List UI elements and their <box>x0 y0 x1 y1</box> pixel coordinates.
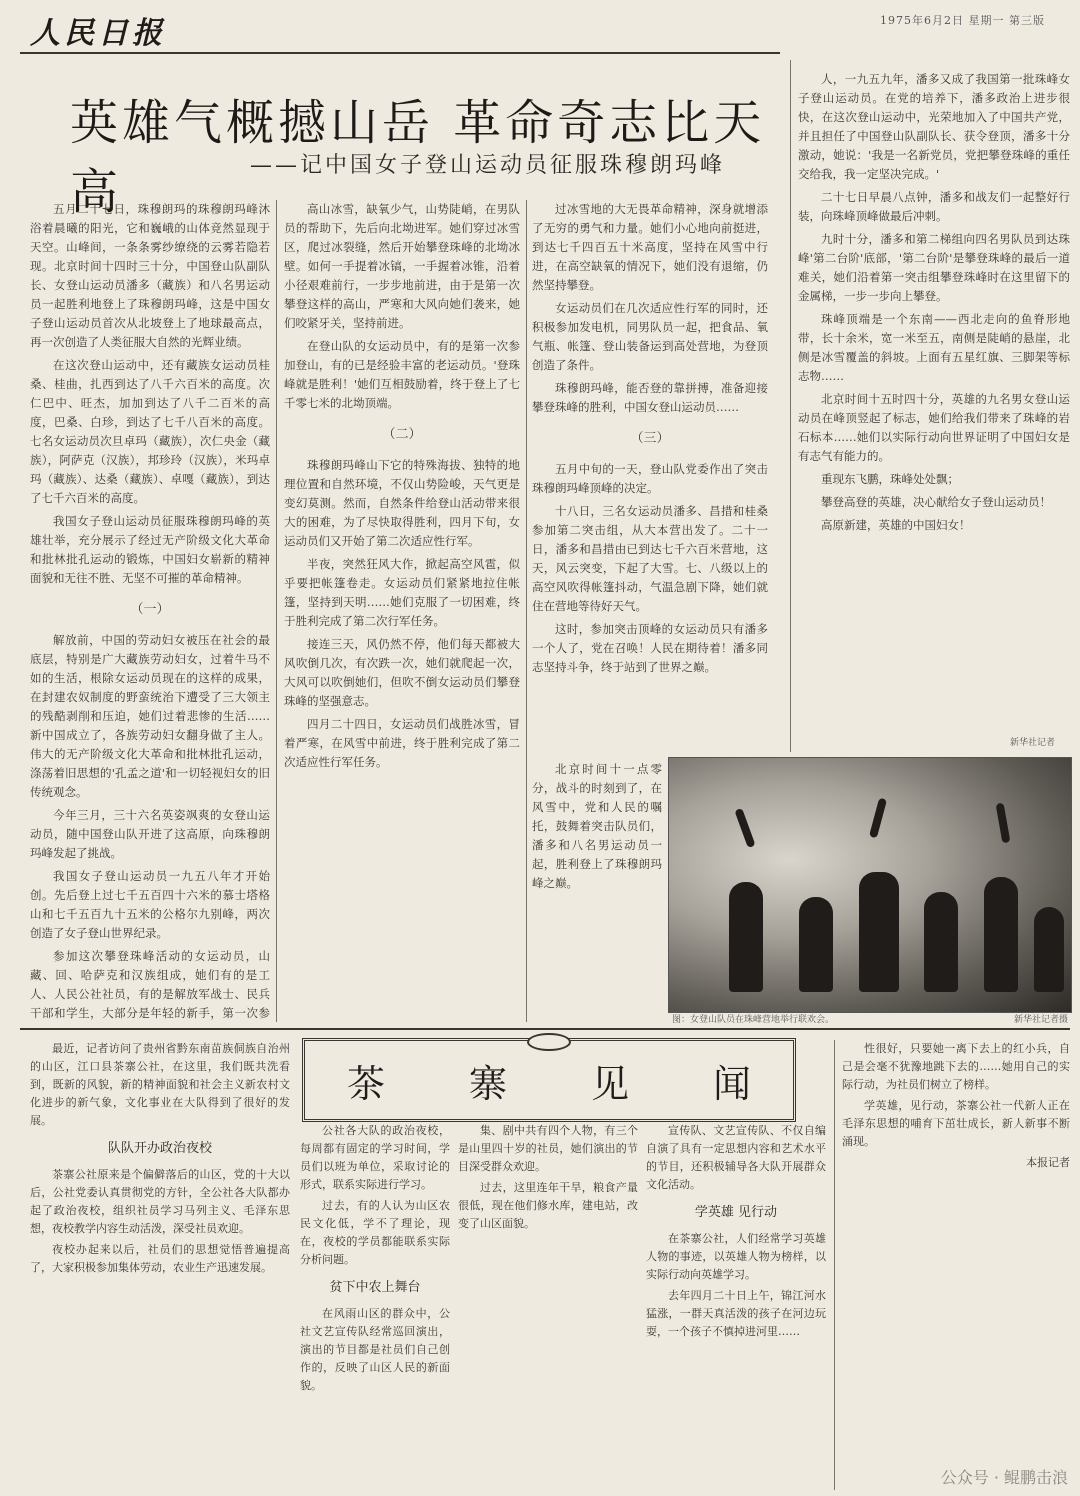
paragraph: 珠峰顶端是一个东南——西北走向的鱼脊形地带，长十余米，宽一米至五，南侧是陡峭的悬崖，北侧是冰雪覆盖的斜坡。上面有五星红旗、三脚架等标志物…… <box>798 312 1070 383</box>
watermark: 公众号 · 鲲鹏击浪 <box>940 1468 1068 1487</box>
bottom-column-3 <box>458 1122 638 1492</box>
photo-credit: 新华社记者摄 <box>1013 1015 1068 1025</box>
news-photo <box>668 757 1072 1013</box>
subsection-heading: 贫下中农上舞台 <box>329 1280 421 1295</box>
article-column-1 <box>30 200 270 1022</box>
paragraph: 珠穆朗玛峰，能否登的靠拼搏，准备迎接攀登珠峰的胜利，中国女登山运动员…… <box>532 381 768 414</box>
paragraph: 十八日，三名女运动员潘多、昌措和桂桑参加第二突击组，从大本营出发了。二十一日，潘多和昌措由已到达七千六百米营地，这天，风云突变，下起了大雪。七、八级以上的高空风吹得帐篷抖动，气温急剧下降，她们就住在营地等待好天气。 <box>532 504 768 613</box>
section-heading-1: （一） <box>130 602 170 617</box>
masthead: 人民日报 <box>30 16 166 51</box>
figure-silhouette <box>984 877 1018 992</box>
tea-village-banner <box>302 1038 796 1122</box>
paragraph: 过冰雪地的大无畏革命精神，深身就增添了无穷的勇气和力量。她们小心地向前挺进，到达七千四百五十米高度，坚持在风雪中行进，在高空缺氧的情况下，她们没有退缩，仍然坚持攀登。 <box>532 202 768 292</box>
poem-line: 重现东飞鹏，珠峰处处飘； <box>821 472 959 486</box>
paragraph: 在登山队的女运动员中，有的是第一次参加登山，有的已是经验丰富的老运动员。'登珠峰就是胜利！'她们互相鼓励着，终于登上了七千零七米的北坳顶端。 <box>284 339 520 410</box>
column-rule <box>276 200 277 1022</box>
banner-char: 见 <box>590 1061 629 1106</box>
section-heading-2: （二） <box>382 427 422 442</box>
paragraph: 我国女子登山运动员征服珠穆朗玛峰的英雄壮举，充分展示了经过无产阶级文化大革命和批林批孔运动的锻炼，中国妇女崭新的精神面貌和无往不胜、无坚不可摧的革命精神。 <box>30 514 270 585</box>
paragraph: 四月二十四日，女运动员们战胜冰雪，冒着严寒，在风雪中前进，终于胜利完成了第二次适应性行军任务。 <box>284 717 520 769</box>
subheadline: ——记中国女子登山运动员征服珠穆朗玛峰 <box>250 153 726 178</box>
poem-line: 高原新建，英雄的中国妇女！ <box>821 518 971 532</box>
photo-caption <box>672 1012 1068 1025</box>
paragraph: 解放前，中国的劳动妇女被压在社会的最底层，特别是广大藏族劳动妇女，过着牛马不如的生活，根除女运动员现在的这样的成果，在封建农奴制度的野蛮统治下遭受了三大领主的残酷剥削和压迫，她们过着悲惨的生活……新中国成立了，各族劳动妇女翻身做了主人。伟大的无产阶级文化大革命和批林批孔运动，涤荡着旧思想的'孔孟之道'和一切轻视妇女的旧传统观念。 <box>30 633 270 799</box>
figure-arm <box>734 808 755 848</box>
banner-ornament <box>527 1033 571 1051</box>
dateline: 1975年6月2日 星期一 第三版 <box>880 14 1045 27</box>
section-heading-3: （三） <box>630 431 670 446</box>
figure-arm <box>996 803 1011 844</box>
column-rule <box>526 200 527 1022</box>
paragraph: 九时十分，潘多和第二梯组向四名男队员到达珠峰'第二台阶'底部，'第二台阶'是攀登珠峰的最后一道难关，她们沿着第一突击组攀登珠峰时在这里留下的金属梯，一步一步向上攀登。 <box>798 232 1070 303</box>
paragraph: 珠穆朗玛峰山下它的特殊海拔、独特的地理位置和自然环境，不仅山势险峻，天气更是变幻莫测。然而，自然条件给登山活动带来很大的困难，为了尽快取得胜利，四月下旬，女运动员们又开始了第二次适应性行军。 <box>284 458 520 548</box>
intro-paragraph: 最近，记者访问了贵州省黔东南苗族侗族自治州的山区，江口县茶寨公社，在这里，我们既共洗看到，既新的风貌，新的精神面貌和社会主义新农村文化进步的新气象，文化事业在大队得到了很好的发展。 <box>30 1042 290 1127</box>
paragraph: 学英雄，见行动，茶寨公社一代新人正在毛泽东思想的哺育下茁壮成长，新人新事不断涌现。 <box>842 1099 1070 1148</box>
bottom-credit: 本报记者 <box>1026 1156 1070 1169</box>
paragraph: 性很好，只要她一离下去上的红小兵，自己是会毫不犹豫地跳下去的……她用自己的实际行动，为社员们树立了榜样。 <box>842 1042 1070 1091</box>
paragraph: 去年四月二十日上午，锦江河水猛涨，一群天真活泼的孩子在河边玩耍，一个孩子不慎掉进河里…… <box>646 1289 826 1338</box>
bottom-column-4 <box>646 1122 826 1492</box>
paragraph: 接连三天，风仍然不停，他们每天都被大风吹倒几次，有次跌一次，她们就爬起一次，大风可以吹倒她们，但吹不倒女运动员们攀登珠峰的坚强意志。 <box>284 637 520 708</box>
paragraph: 人，一九五九年，潘多又成了我国第一批珠峰女子登山运动员。在党的培养下，潘多政治上进步很快，在这次登山运动中，光荣地加入了中国共产党，并且担任了中国登山队副队长、获令登顶，潘多十分激动，她说：'我是一名新党员，党把攀登珠峰的重任交给我，我一定坚决完成。' <box>798 72 1070 181</box>
paragraph: 二十七日早晨八点钟，潘多和战友们一起整好行装，向珠峰顶峰做最后冲刺。 <box>798 190 1070 223</box>
paragraph: 过去，这里连年干旱，粮食产量很低，现在他们修水库，建电站，改变了山区面貌。 <box>458 1181 638 1230</box>
paragraph: 北京时间十五时四十分，英雄的九名男女登山运动员在峰顶竖起了标志，她们给我们带来了珠峰的岩石标本……她们以实际行动向世界证明了中国妇女是有志气有能力的。 <box>798 392 1070 463</box>
paragraph: 半夜，突然狂风大作，掀起高空风雹，似乎要把帐篷卷走。女运动员们紧紧地拉住帐篷，坚持到天明……她们克服了一切困难，终于胜利完成了第二次行军任务。 <box>284 557 520 628</box>
figure-silhouette <box>729 882 763 992</box>
bottom-column-2 <box>300 1122 450 1492</box>
banner-char: 茶 <box>346 1061 385 1106</box>
article-column-4 <box>798 70 1070 740</box>
bottom-column-5 <box>842 1040 1070 1480</box>
column-rule <box>834 1040 835 1490</box>
paragraph: 参加这次攀登珠峰活动的女运动员，山藏、回、哈萨克和汉族组成，她们有的是工人、人民公社社员，有的是解放军战士、民兵干部和学生，大部分是年轻的新手，第一次参 <box>30 949 270 1020</box>
article-column-2 <box>284 200 520 1022</box>
headline: 英雄气概撼山岳 革命奇志比天高 <box>70 95 766 220</box>
banner-char: 寨 <box>468 1061 507 1106</box>
article-column-3-lower <box>532 760 662 1022</box>
paragraph: 在茶寨公社，人们经常学习英雄人物的事迹，以英雄人物为榜样，以实际行动向英雄学习。 <box>646 1232 826 1281</box>
paragraph: 北京时间十一点零分，战斗的时刻到了，在风雪中，党和人民的嘱托，鼓舞着突击队员们，潘多和八名男运动员一起，胜利登上了珠穆朗玛峰之巅。 <box>532 762 662 890</box>
subsection-heading: 学英雄 见行动 <box>694 1205 778 1220</box>
subsection-heading: 队队开办政治夜校 <box>107 1141 212 1156</box>
section-divider <box>20 1028 1070 1030</box>
article-column-3 <box>532 200 768 754</box>
paragraph: 五月二十七日，珠穆朗玛的珠穆朗玛峰沐浴着晨曦的阳光，它和巍峨的山体竞然显现于天空。山峰间，一条条雾纱缭绕的云雾若隐若现。北京时间十四时三十分，中国登山队副队长、女登山运动员潘多（藏族）和八名男运动员一起胜利地登上了珠穆朗玛峰，这是中国女子登山运动员首次从北坡登上了地球最高点，再一次创造了人类征服大自然的光辉业绩。 <box>30 202 270 349</box>
banner-char: 闻 <box>712 1061 751 1106</box>
paragraph: 在这次登山运动中，还有藏族女运动员桂桑、桂曲，扎西到达了八千六百米的高度。次仁巴中、旺杰，加加到达了八千二百米的高度，巴桑、白珍，到达了七千八百米的高度。七名女运动员次旦卓玛（藏族），次仁央金（藏族），阿萨克（汉族），邦珍玲（汉族），米玛卓玛（藏族）、达桑（藏族）、卓嘎（藏族），到达了七千六百米的高度。 <box>30 358 270 505</box>
paragraph: 我国女子登山运动员一九五八年才开始创。先后登上过七千五百四十六米的慕士塔格山和七千五百九十五米的公格尔九别峰，两次创造了女子登山世界纪录。 <box>30 869 270 940</box>
figure-silhouette <box>799 897 833 992</box>
top-rule <box>20 52 780 54</box>
paragraph: 女运动员们在几次适应性行军的同时，还积极参加发电机，同男队员一起，把食品、氧气瓶、帐篷、登山装备运到高处营地，为登顶创造了条件。 <box>532 301 768 372</box>
paragraph: 公社各大队的政治夜校，每周都有固定的学习时间，学员们以班为单位，采取讨论的形式，联系实际进行学习。 <box>300 1124 450 1191</box>
paragraph: 过去，有的人认为山区农民文化低，学不了理论，现在，夜校的学员都能联系实际分析问题。 <box>300 1199 450 1266</box>
paragraph: 集、剧中共有四个人物，有三个是山里四十岁的社员，她们演出的节目深受群众欢迎。 <box>458 1124 638 1173</box>
figure-silhouette <box>1034 907 1064 992</box>
paragraph: 这时，参加突击顶峰的女运动员只有潘多一个人了，党在召唤！人民在期待着！潘多同志坚持斗争，终于站到了世界之巅。 <box>532 622 768 674</box>
figure-silhouette <box>859 872 899 992</box>
paragraph: 茶寨公社原来是个偏僻落后的山区，党的十大以后，公社党委认真贯彻党的方针，全公社各大队都办起了政治夜校，组织社员学习马列主义、毛泽东思想，夜校教学内容生动活泼，深受社员欢迎。 <box>30 1168 290 1235</box>
paragraph: 高山冰雪，缺氧少气，山势陡峭，在男队员的帮助下，先后向北坳进军。她们穿过冰雪区，爬过冰裂缝，然后开始攀登珠峰的北坳冰壁。如何一手提着冰镐，一手握着冰锥，沿着小径艰难前行，一步步地前进，由于是第一次攀登这样的高山，严寒和大风向她们袭来，她们咬紧牙关，坚持前进。 <box>284 202 520 330</box>
column-rule <box>790 60 791 752</box>
paragraph: 今年三月，三十六名英姿飒爽的女登山运动员，随中国登山队开进了这高原，向珠穆朗玛峰发起了挑战。 <box>30 808 270 860</box>
bottom-column-1 <box>30 1040 290 1490</box>
paragraph: 在风雨山区的群众中，公社文艺宣传队经常巡回演出，演出的节目都是社员们自己创作的，反映了山区人民的新面貌。 <box>300 1307 450 1392</box>
paragraph: 五月中旬的一天，登山队党委作出了突击珠穆朗玛峰顶峰的决定。 <box>532 462 768 495</box>
figure-silhouette <box>924 892 958 992</box>
poem-line: 攀登高登的英雄，决心献给女子登山运动员！ <box>821 495 1051 509</box>
paragraph: 夜校办起来以后，社员们的思想觉悟普遍提高了，大家积极参加集体劳动，农业生产迅速发展。 <box>30 1243 290 1274</box>
caption-text: 图：女登山队员在珠峰营地举行联欢会。 <box>672 1015 835 1025</box>
paragraph: 宣传队、文艺宣传队、不仅自编自演了具有一定思想内容和艺术水平的节目，还积极辅导各大队开展群众文化活动。 <box>646 1124 826 1191</box>
figure-arm <box>869 798 887 839</box>
author-credit: 新华社记者 <box>1010 738 1056 748</box>
